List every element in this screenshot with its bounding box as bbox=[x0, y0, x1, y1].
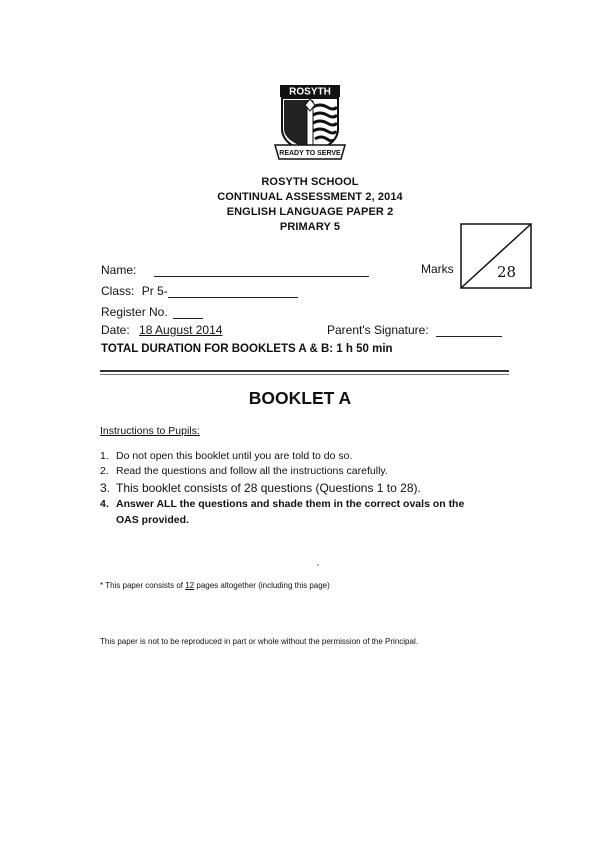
signature-label: Parent's Signature: bbox=[327, 323, 429, 337]
parent-signature-field[interactable] bbox=[327, 323, 502, 337]
paper-title: ENGLISH LANGUAGE PAPER 2 bbox=[226, 206, 394, 218]
marks-total: 28 bbox=[497, 263, 517, 281]
instruction-item bbox=[100, 498, 464, 510]
name-label: Name: bbox=[101, 263, 137, 277]
marks-box bbox=[460, 223, 532, 289]
date-label: Date: bbox=[101, 323, 130, 337]
pages-count: 12 bbox=[185, 581, 195, 590]
divider bbox=[100, 374, 509, 375]
instruction-number: 1. bbox=[100, 450, 109, 462]
reproduction-note: This paper is not to be reproduced in part or whole without the permission of the Principal. bbox=[100, 637, 418, 646]
school-name: ROSYTH SCHOOL bbox=[261, 176, 359, 188]
class-label: Class: bbox=[101, 284, 135, 298]
name-line[interactable] bbox=[154, 266, 369, 277]
date-field bbox=[101, 323, 222, 337]
stray-mark bbox=[317, 564, 319, 566]
marks-label: Marks bbox=[421, 262, 454, 276]
instruction-item bbox=[100, 481, 421, 495]
instruction-text: Do not open this booklet until you are told to do so. bbox=[116, 450, 353, 462]
register-field[interactable] bbox=[101, 305, 203, 319]
class-prefix: Pr 5- bbox=[141, 284, 168, 298]
school-crest-logo bbox=[273, 83, 347, 163]
class-field[interactable] bbox=[101, 284, 298, 298]
name-field[interactable] bbox=[101, 263, 369, 277]
crest-motto: READY TO SERVE bbox=[279, 150, 341, 157]
instruction-number: 3. bbox=[100, 481, 111, 495]
level-title: PRIMARY 5 bbox=[279, 221, 341, 233]
crest-top-text: ROSYTH bbox=[289, 86, 331, 98]
instruction-item bbox=[100, 465, 388, 477]
register-line[interactable] bbox=[173, 308, 203, 319]
pages-note-post: pages altogether (including this page) bbox=[194, 581, 330, 590]
instruction-text: This booklet consists of 28 questions (Questions 1 to 28). bbox=[116, 481, 421, 495]
instruction-number: 2. bbox=[100, 465, 109, 477]
instructions-title: Instructions to Pupils: bbox=[100, 425, 200, 437]
register-label: Register No. bbox=[101, 305, 168, 319]
instruction-text: Answer ALL the questions and shade them in the correct ovals on the bbox=[116, 498, 465, 510]
pages-note bbox=[100, 581, 330, 590]
booklet-title: BOOKLET A bbox=[248, 388, 352, 408]
total-duration: TOTAL DURATION FOR BOOKLETS A & B: 1 h 50 min bbox=[101, 343, 393, 355]
instruction-text: Read the questions and follow all the instructions carefully. bbox=[116, 465, 388, 477]
class-line[interactable] bbox=[168, 287, 298, 298]
instruction-item bbox=[100, 450, 352, 462]
assessment-title: CONTINUAL ASSESSMENT 2, 2014 bbox=[217, 191, 403, 203]
divider bbox=[100, 370, 509, 372]
instruction-continuation: OAS provided. bbox=[116, 514, 189, 526]
pages-note-pre: * This paper consists of bbox=[100, 581, 186, 590]
signature-line[interactable] bbox=[436, 326, 502, 337]
date-value: 18 August 2014 bbox=[139, 323, 223, 337]
instruction-number: 4. bbox=[100, 498, 109, 510]
